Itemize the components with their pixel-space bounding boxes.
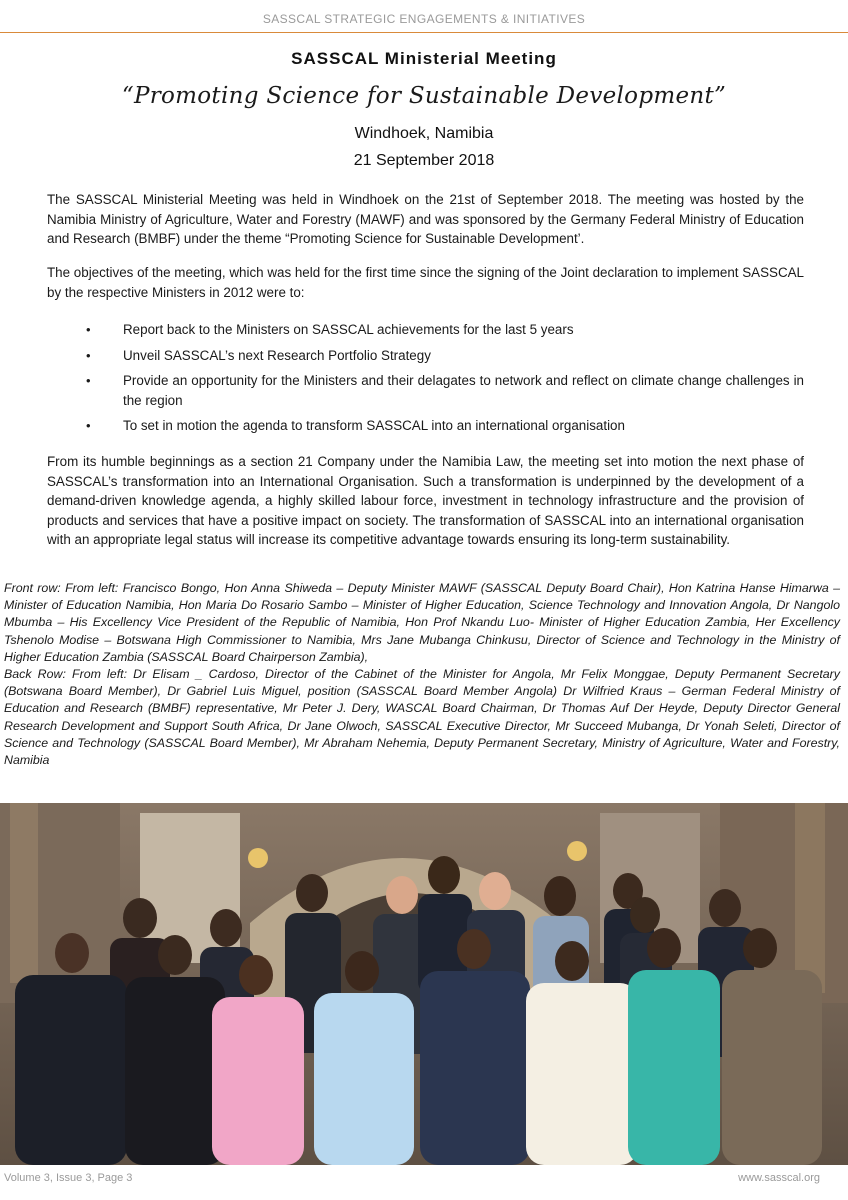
list-item	[0, 416, 804, 436]
bullet-icon: •	[86, 347, 91, 363]
objective-text: Provide an opportunity for the Ministers and their delagates to network and reflect on climate change challenges in the region	[123, 373, 804, 408]
caption-back-row: Back Row: From left: Dr Elisam _ Cardoso, Director of the Cabinet of the Minister for Angola, Mr Felix Monggae, Deputy Permanent Secretary (Botswana Board Member), Dr Gabriel Luis Miguel, position (SASSCAL Board Member Angola) Dr Wilfried Kraus – German Federal Ministry of Education and Research (BMBF) representative, Mr Peter J. Dery, WASCAL Board Chairman, Dr Thomas Auf Der Heyde, Deputy Director General Research Development and Support South Africa, Dr Jane Olwoch, SASSCAL Executive Director, Mr Succeed Mubanga, Dr Yonah Seleti, Director of Science and Technology (SASSCAL Board Member), Mr Abraham Nehemia, Deputy Permanent Secretary, Ministry of Agriculture, Water and Forestry, Namibia	[4, 667, 840, 768]
event-location: Windhoek, Namibia	[354, 125, 494, 142]
group-photo	[0, 803, 848, 1165]
objectives-intro-paragraph: The objectives of the meeting, which was held for the first time since the signing of the Joint declaration to implement SASSCAL by the respective Ministers in 2012 were to:	[47, 265, 804, 300]
objective-text: To set in motion the agenda to transform SASSCAL into an international organisation	[123, 418, 625, 433]
bullet-icon: •	[86, 418, 91, 433]
objective-text: Report back to the Ministers on SASSCAL achievements for the last 5 years	[123, 322, 574, 337]
caption-front-row: Front row: From left: Francisco Bongo, Hon Anna Shiweda – Deputy Minister MAWF (SASSCAL Deputy Board Chair), Hon Katrina Hanse Himarwa – Minister of Education Namibia, Hon Maria Do Rosario Sambo – Minister of Higher Education, Science Technology and Innovation Angola, Dr Nangolo Mbumba – His Excellency Vice President of the Republic of Namibia, Hon Prof Nkandu Luo- Minister of Higher Education Zambia, Her Excellency Tshenolo Modise – Botswana High Commissioner to Namibia, Mrs Jane Mubanga Chinkusu, Director of Science and Technology in the Ministry of Higher Education Zambia (SASSCAL Board Chairperson Zambia),	[4, 581, 840, 664]
running-header: SASSCAL STRATEGIC ENGAGEMENTS & INITIATIVES	[262, 12, 586, 26]
left-lamp	[248, 848, 268, 868]
article-title: SASSCAL Ministerial Meeting	[291, 49, 557, 68]
footer-issue-info: Volume 3, Issue 3, Page 3	[4, 1172, 133, 1184]
list-item	[0, 346, 804, 366]
list-item	[0, 320, 804, 340]
footer-website-link[interactable]: www.sasscal.org	[738, 1172, 820, 1184]
group-photo-illustration	[0, 803, 848, 1165]
bullet-icon: •	[86, 373, 91, 388]
article-subtitle: “Promoting Science for Sustainable Development”	[121, 83, 727, 109]
right-lamp	[567, 841, 587, 861]
objective-text: Unveil SASSCAL’s next Research Portfolio Strategy	[123, 347, 431, 363]
left-pillar	[10, 803, 38, 983]
right-pillar	[795, 803, 825, 993]
objectives-list	[0, 320, 848, 442]
event-date: 21 September 2018	[353, 152, 495, 169]
header-divider	[0, 32, 848, 33]
list-item	[0, 371, 804, 410]
transformation-paragraph: From its humble beginnings as a section 21 Company under the Namibia Law, the meeting set into motion the next phase of SASSCAL’s transformation into an International Organisation. Such a transformation is underpinned by the development of a demand-driven knowledge agenda, a highly skilled labour force, investment in technology infrastructure and the provision of products and services that have a positive impact on society. The transformation of SASSCAL into an international organisation with an appropriate legal status will increase its competitive advantage towards ensuring its long-term sustainability.	[47, 454, 804, 547]
photo-caption	[4, 580, 840, 769]
intro-paragraph: The SASSCAL Ministerial Meeting was held in Windhoek on the 21st of September 2018. The meeting was hosted by the Namibia Ministry of Agriculture, Water and Forestry (MAWF) and was sponsored by the Germany Federal Ministry of Education and Research (BMBF) under the theme “Promoting Science for Sustainable Development’.	[47, 192, 804, 246]
bullet-icon: •	[86, 322, 91, 337]
